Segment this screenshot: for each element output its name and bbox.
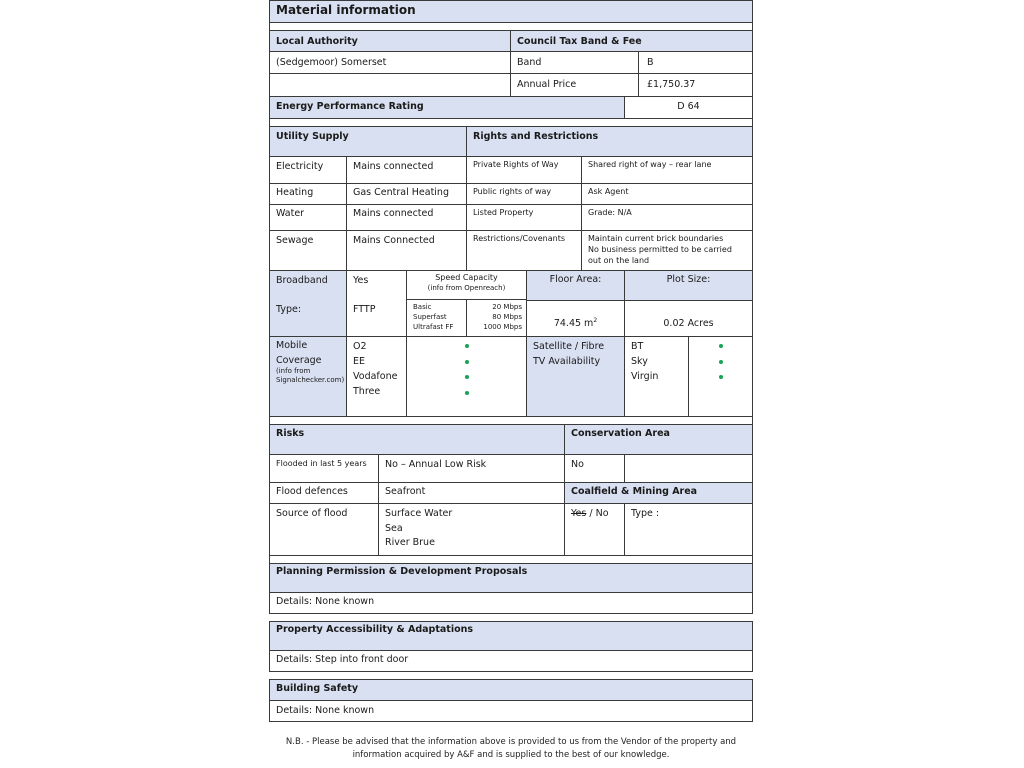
mobile-source: Signalchecker.com) — [276, 376, 345, 384]
source-label: Source of flood — [269, 503, 379, 556]
floor-area-unit: 2 — [593, 316, 598, 324]
mobile-provider: Vodafone — [353, 371, 398, 382]
footnote — [268, 736, 754, 762]
availability-dot-icon — [719, 344, 723, 348]
rights-label-private: Private Rights of Way — [466, 156, 582, 184]
speed-value: 80 Mbps — [492, 313, 522, 321]
band-value: B — [638, 51, 753, 74]
mobile-provider: Three — [353, 386, 381, 397]
flooded-value: No – Annual Low Risk — [378, 454, 565, 483]
restriction-line: No business permitted to be carried — [588, 245, 732, 254]
floor-area-value: 74.45 m — [553, 318, 594, 329]
risks-heading: Risks — [269, 424, 565, 455]
tv-signal-cell — [688, 336, 753, 417]
broadband-label: Broadband — [276, 275, 328, 286]
flood-source: Surface Water — [385, 508, 453, 519]
utility-label-electricity: Electricity — [269, 156, 347, 184]
tv-label: TV Availability — [533, 356, 601, 367]
speed-capacity-title: Speed Capacity — [435, 273, 498, 282]
signal-dot-icon — [465, 360, 469, 364]
annual-price-label: Annual Price — [510, 73, 639, 97]
coalfield-no: / No — [586, 508, 609, 519]
mobile-provider: EE — [353, 356, 366, 367]
plot-size-heading: Plot Size: — [624, 270, 753, 301]
page-title: Material information — [269, 0, 753, 23]
utility-label-water: Water — [269, 204, 347, 231]
broadband-value-cell — [346, 270, 407, 337]
footnote-line: information acquired by A&F and is supplied to the best of our knowledge. — [352, 750, 670, 760]
utility-value-sewage: Mains Connected — [346, 230, 467, 271]
mobile-providers-cell — [346, 336, 407, 417]
planning-details: Details: None known — [269, 592, 753, 614]
speed-name: Ultrafast FF — [413, 323, 454, 331]
band-label: Band — [510, 51, 639, 74]
rights-value-restrictions — [581, 230, 753, 271]
annual-price-value: £1,750.37 — [638, 73, 753, 97]
availability-dot-icon — [719, 375, 723, 379]
conservation-heading: Conservation Area — [564, 424, 753, 455]
conservation-empty — [624, 454, 753, 483]
signal-dot-icon — [465, 344, 469, 348]
speed-value: 1000 Mbps — [483, 323, 522, 331]
rights-value-private: Shared right of way – rear lane — [581, 156, 753, 184]
tv-label-cell — [526, 336, 625, 417]
rights-heading: Rights and Restrictions — [466, 126, 753, 157]
tv-providers-cell — [624, 336, 689, 417]
speed-name: Superfast — [413, 313, 447, 321]
mobile-label: Mobile — [276, 340, 308, 351]
utility-heading: Utility Supply — [269, 126, 467, 157]
epc-value: D 64 — [624, 96, 753, 119]
council-tax-heading: Council Tax Band & Fee — [510, 30, 753, 52]
coalfield-yes: Yes — [571, 508, 587, 519]
utility-value-electricity: Mains connected — [346, 156, 467, 184]
utility-value-water: Mains connected — [346, 204, 467, 231]
mobile-label: Coverage — [276, 355, 322, 366]
tv-label: Satellite / Fibre — [533, 341, 605, 352]
speed-name: Basic — [413, 303, 432, 311]
accessibility-details: Details: Step into front door — [269, 650, 753, 672]
flooded-label: Flooded in last 5 years — [269, 454, 379, 483]
floor-area-value-cell — [526, 300, 625, 337]
empty-cell — [269, 73, 511, 97]
signal-dot-icon — [465, 375, 469, 379]
signal-dot-icon — [465, 391, 469, 395]
broadband-value: Yes — [353, 275, 369, 286]
epc-heading: Energy Performance Rating — [269, 96, 625, 119]
mobile-signal-cell — [406, 336, 527, 417]
tv-provider: BT — [631, 341, 644, 352]
coalfield-type: Type : — [624, 503, 753, 556]
safety-details: Details: None known — [269, 700, 753, 722]
safety-heading: Building Safety — [269, 679, 753, 701]
rights-label-public: Public rights of way — [466, 183, 582, 205]
defences-value: Seafront — [378, 482, 565, 504]
broadband-type-value: FTTP — [353, 304, 376, 315]
mobile-provider: O2 — [353, 341, 367, 352]
source-values-cell — [378, 503, 565, 556]
mobile-label-cell — [269, 336, 347, 417]
footnote-line: N.B. - Please be advised that the information above is provided to us from the Vendor of the property and — [285, 737, 737, 747]
broadband-label-cell — [269, 270, 347, 337]
coalfield-answer — [564, 503, 625, 556]
rights-label-restrictions: Restrictions/Covenants — [466, 230, 582, 271]
rights-value-public: Ask Agent — [581, 183, 753, 205]
defences-label: Flood defences — [269, 482, 379, 504]
restriction-line: out on the land — [588, 256, 650, 265]
broadband-type-label: Type: — [276, 304, 302, 315]
utility-value-heating: Gas Central Heating — [346, 183, 467, 205]
flood-source: River Brue — [385, 537, 435, 548]
restriction-line: Maintain current brick boundaries — [588, 234, 724, 243]
floor-area-heading: Floor Area: — [526, 270, 625, 301]
rights-label-listed: Listed Property — [466, 204, 582, 231]
planning-heading: Planning Permission & Development Proposals — [269, 563, 753, 593]
speed-capacity-source: (info from Openreach) — [427, 284, 506, 292]
local-authority-value: (Sedgemoor) Somerset — [269, 51, 511, 74]
coalfield-heading: Coalfield & Mining Area — [564, 482, 753, 504]
plot-size-value: 0.02 Acres — [624, 300, 753, 337]
speed-values-cell — [466, 299, 527, 337]
tv-provider: Sky — [631, 356, 648, 367]
tv-provider: Virgin — [631, 371, 659, 382]
utility-label-heating: Heating — [269, 183, 347, 205]
conservation-value: No — [564, 454, 625, 483]
utility-label-sewage: Sewage — [269, 230, 347, 271]
local-authority-heading: Local Authority — [269, 30, 511, 52]
accessibility-heading: Property Accessibility & Adaptations — [269, 621, 753, 651]
flood-source: Sea — [385, 522, 403, 534]
rights-value-listed: Grade: N/A — [581, 204, 753, 231]
mobile-source: (info from — [276, 367, 311, 375]
availability-dot-icon — [719, 360, 723, 364]
speed-names-cell — [406, 299, 467, 337]
speed-capacity-heading — [406, 270, 527, 300]
speed-value: 20 Mbps — [492, 303, 522, 311]
